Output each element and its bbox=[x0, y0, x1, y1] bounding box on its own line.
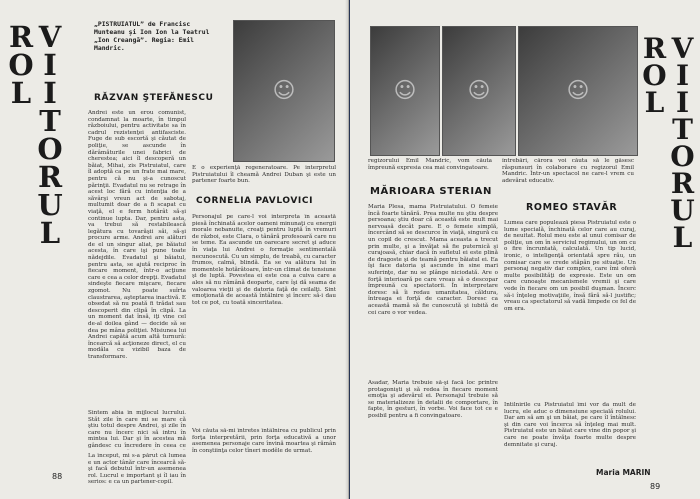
photo-marioara-1 bbox=[370, 26, 440, 156]
left-title-line-1: VIITORUL bbox=[33, 20, 67, 244]
portrait-photo-icon: ☺ bbox=[393, 78, 417, 104]
page-number-right: 89 bbox=[650, 482, 661, 491]
actor-heading-cornelia: CORNELIA PAVLOVICI bbox=[196, 196, 314, 206]
left-page bbox=[0, 0, 349, 499]
top-left-continuation: regizorului Emil Mandric, vom căuta împreună expresia cea mai convingatoare. bbox=[368, 158, 492, 171]
cornelia-text-2: Voi căuta să-mi întretes întâlnirea cu publicul prin forţa interpretării, prin forţa educativă a unor asemenea personaje care învină moartea şi rămân în conştiinţa celor tîneri modêle de urmat. bbox=[192, 428, 336, 454]
romeo-text-1: Lumea care populează piesa Pistruiatul este o lume specială, închinată celor care au curaj, de neuitat. Rolul meu este al unui comisar de poliţie, un om în serviciul regimului, un om cu o fire încruntată, calculată. Un tip lucid, ironic, o inteligenţă orientată spre rău, un comisar care se crede stăpân pe situaţie. Un personaj negativ dar complex, care îmi oferă multe posibilităţi de expresie. Este un om care cunoaşte mecanismele vremii şi care vede în fiecare om un posibil duşman. Încerc să-i înţeleg motivaţiile, însă fără să-l justific; vreau ca spectatorul să vadă limpede ce fel de om era. bbox=[504, 220, 636, 312]
actor-heading-marioara: MĂRIOARA STERIAN bbox=[370, 186, 492, 197]
photo-razvan-stefanescu bbox=[233, 20, 335, 162]
romeo-text-2: Intilnirile cu Pistruiatul îmi vor da mult de lucru, ele aduc o dimensiune specială rolului. Dar am să am şi un băiat, pe care îl întâlnesc şi din care voi încerca să înţeleg mai mult. Pistruiatul este un băiat care vine din popor şi care ne poate învăţa foarte multe despre demnitate şi curaj. bbox=[504, 402, 636, 448]
play-credits: „PISTRUIATUL” de Francisc Munteanu şi Ion Ion la Teatrul „Ion Creangă”. Regia: Emil Mandric. bbox=[94, 20, 210, 52]
right-title-line-1: VIITORUL bbox=[666, 32, 699, 248]
razvan-text-cont: E o experienţă regeneratoare. Pe interpretul Pistruiatului îl cheamă Andrei Duban şi este un partener foarte bun. bbox=[192, 165, 336, 185]
left-title-line-2: ROL bbox=[4, 20, 38, 104]
portrait-photo-icon: ☺ bbox=[272, 78, 296, 104]
right-vertical-title bbox=[638, 32, 699, 248]
actor-heading-romeo: ROMEO STAVĂR bbox=[526, 202, 618, 213]
marioara-text-2: Asadar, Maria trebuie să-şi facă loc printre protagonişti şi să redea în fiecare moment emoţia şi adevărul ei. Personajul trebuie să se materializeze în detalii de comportare, în fapte, în gesturi, în vorbe. Voi face tot ce e posibil pentru a fi convingatoare. bbox=[368, 380, 498, 419]
page-number-left: 88 bbox=[52, 472, 63, 481]
actor-heading-razvan: RĂZVAN ŞTEFĂNESCU bbox=[94, 93, 214, 103]
photo-marioara-2 bbox=[442, 26, 516, 156]
portrait-photo-icon: ☺ bbox=[566, 78, 590, 104]
razvan-text-1: Andrei este un erou comunist, condamnat la moarte, în timpul războiului, pentru activitate sa în cadrul rezistenţei antifasciste. Fuge de sub escortă şi căutat de poliţie, se ascunde în dărâmăturile unei fabrici de cherestea; aici îl descoperă un băiat, Mihai, zis Pistruiatul, care îl adoptă ca pe un frate mai mare, pentru că nu şi-a cunoscut părinţii. Evadatul nu se retrage în acest loc fără cu intenţia de a săvârşi vreun act de sabotaj, multumit doar de a fi scapat cu viaţă, el e ferm hotărât să-şi continue lupta. Dar, pentru asta, va trebui să restabilească legătura cu tovarăşii săi, să-şi procure arme. Andrei are alături de el un singur aliat, pe băiatul acesta, în care işi pune toate nădejdile. Evadatul şi băiatul, pentru asta, se ajută reciproc în fiecare moment, într-o acţiune care e cea a celor drepţi. Evadatul sindeşte fiecare mişcare, fiecare zgomot. Nu poate suîrta claustrarea, aşteptarea inactivă. E obsedat să nu poată fi trădat sau descoperit din clipă în clipă. La un moment dat însă, iţi vine cel de-al doilea gând — decide să se dea pe mâna poliţiei. Misiunea lui Andrei capătă acum altă turnură: încearcă să acţioneze direct, el cu modăla cu vizibil baza de transformare. bbox=[88, 110, 186, 360]
cornelia-text-1: Personajul pe care-l voi interpreta în această piesă închinată acelor oameni minunaţi cu energii morale nebanuite, creaţi pentru luptă în vremuri de război, este Clara, o tânără profesoară care nu se teme. Ea ascunde un oarecare secret şi aduce în viaţa lui Andrei o formaţie sentimentală necunoscută. Cu un simplu, de treabă, cu caracter frumos, calmă, blindă. Ea se va alătura lui în momentele hotărâtoare, într-un climat de tensiune şi de luptă. Povestea ei este cea a cuiva care a ales să nu rămână deoparte, care îşi dă seama de valoarea vieţii şi de datoria faţă de ceilalţi. Sint emoţionată de această întâlnire şi încerc să-i dau tot ce pot, cu toată sinceritatea. bbox=[192, 214, 336, 306]
marioara-text-1: Maria Plesa, mama Pistruiatului. O femeie încă foarte tânără. Prea multe nu ştiu despre persoana; ştiu doar că această este mult mai nervoasă decât pare. E o femeie simplă, încercând să se descurce în viaţă, singură cu un copil de crescut. Mama aceasta a trecut prin multe, şi a învăţat să fie puternică şi curajoasă, chiar dacă în sufletul ei este plină de dragoste şi de teamă pentru băiatul ei. Ea îşi face datoria şi ascunde în sine mari suferinţe, dar nu se plânge niciodată. Are o forţă interioară pe care vreau să o descopar împreună cu spectatorii. În interpretare doresc să îi redau umanitatea, căldura, întreaga ei forţă de caracter. Doresc ca această mamă să fie cunoscută şi iubită de cei care o vor vedea. bbox=[368, 204, 498, 316]
left-vertical-title bbox=[4, 20, 67, 244]
article-author: Maria MARIN bbox=[596, 468, 651, 477]
portrait-photo-icon: ☺ bbox=[467, 78, 491, 104]
top-right-continuation: întrebări, cărora voi căuta să le găsesc răspunsuri în colaborare cu regizorul Emil Mandric. Într-un spectacol ne care-l vrem cu adevărat educativ. bbox=[502, 158, 634, 184]
right-page bbox=[350, 0, 700, 499]
photo-romeo-stavar bbox=[518, 26, 638, 156]
razvan-text-3: La început, mi s-a părut că lumea e un actor tânăr care încearcă să-şi facă debutul într-un asemenea rol. Lucrul e important şi îl iau în serios: e ca un partener-copil. bbox=[88, 453, 186, 485]
right-title-line-2: ROL bbox=[638, 32, 671, 113]
razvan-text-2: Sintem abia în mijlocul lucrului. Stăt zile în care mi se mare că ştiu totul despre Andrei, şi zile în care nu încerc nici să intru în mintea lui. Dar şi în acestea mă gândesc cu încredere în ceea ce bbox=[88, 410, 186, 449]
